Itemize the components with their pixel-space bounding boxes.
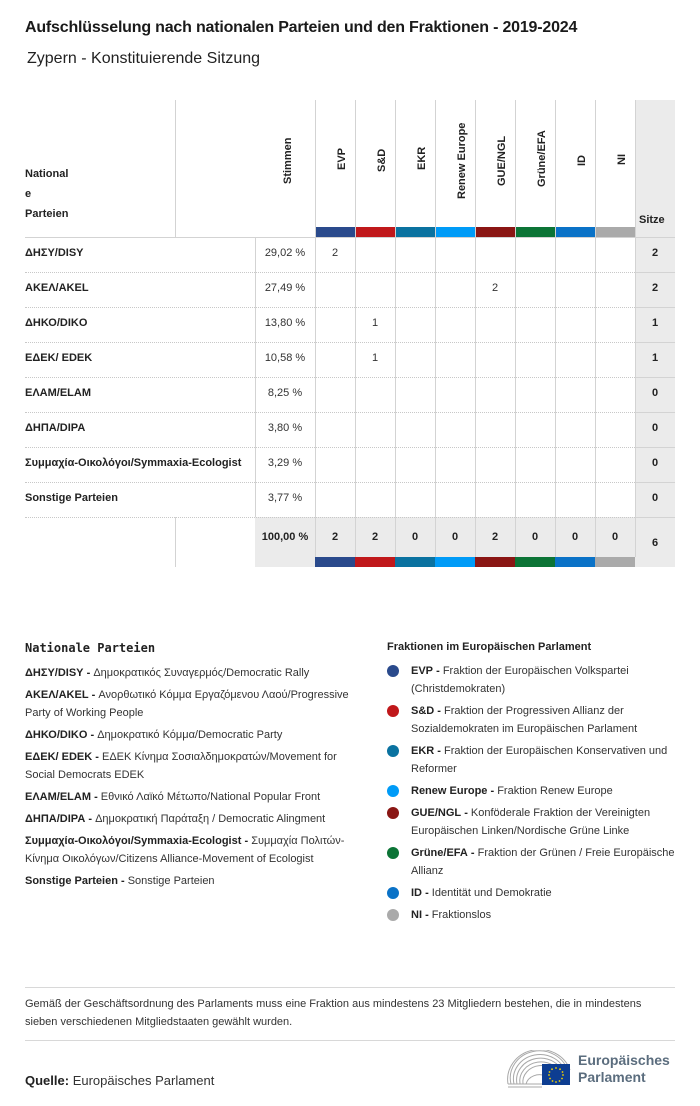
group-header-sd: S&D xyxy=(376,148,388,172)
total-ekr: 0 xyxy=(411,531,419,543)
footnote: Gemäß der Geschäftsordnung des Parlaments muss eine Fraktion aus mindestens 23 Mitgliedern bestehen, die in mindestens sieben verschiedenen Mitgliedstaaten gewählt wurden. xyxy=(25,998,642,1028)
legend-item: Συμμαχία-Οικολόγοι/Symmaxia-Ecologist - Συμμαχία Πολιτών-Κίνημα Οικολόγων/Citizens Alliance-Movement of Ecologist xyxy=(25,835,345,865)
source-line: Quelle: Europäisches Parlament xyxy=(25,1073,215,1088)
color-dot-icon xyxy=(387,705,399,717)
seat-cell-gue-ngl: 2 xyxy=(491,282,499,294)
vote-share: 10,58 % xyxy=(264,352,306,364)
total-seats: 1 xyxy=(651,352,659,364)
party-name: ΕΛΑΜ/ELAM xyxy=(25,387,91,399)
color-dot-icon xyxy=(387,847,399,859)
logo-wordmark: Europäisches Parlament xyxy=(578,1052,670,1085)
group-header-gue-ngl: GUE/NGL xyxy=(496,135,508,186)
group-header-id: ID xyxy=(576,155,588,166)
total-seats: 0 xyxy=(651,492,659,504)
group-header-ni: NI xyxy=(616,154,628,165)
table-row xyxy=(25,482,675,517)
results-table xyxy=(25,100,675,570)
party-name: ΑΚΕΛ/AKEL xyxy=(25,282,89,294)
total-seats-sum: 6 xyxy=(651,537,659,549)
seat-cell-evp: 2 xyxy=(331,247,339,259)
color-dot-icon xyxy=(387,807,399,819)
legend-item: ΕΛΑΜ/ELAM - Εθνικό Λαϊκό Μέτωπο/National Popular Front xyxy=(25,791,321,803)
divider xyxy=(25,987,675,988)
legend-item: ΔΗΠΑ/DIPA - Δημοκρατική Παράταξη / Democratic Alingment xyxy=(25,813,326,825)
color-bar-sd xyxy=(355,227,395,237)
color-dot-icon xyxy=(387,887,399,899)
total-seats: 0 xyxy=(651,422,659,434)
vote-share: 13,80 % xyxy=(264,317,306,329)
color-bar-sd-bottom xyxy=(355,557,395,567)
seat-cell-sd: 1 xyxy=(371,317,379,329)
legend-item-ekr: EKR - Fraktion der Europäischen Konservativen und Reformer xyxy=(387,742,682,778)
total-greens-efa: 0 xyxy=(531,531,539,543)
legend-item-sd: S&D - Fraktion der Progressiven Allianz der Sozialdemokraten im Europäischen Parlament xyxy=(387,702,682,738)
divider xyxy=(25,1040,675,1041)
vote-share: 29,02 % xyxy=(264,247,306,259)
legend-item: ΔΗΣΥ/DISY - Δημοκρατικός Συναγερμός/Democratic Rally xyxy=(25,667,310,679)
total-seats: 1 xyxy=(651,317,659,329)
total-seats: 2 xyxy=(651,282,659,294)
color-bar-greens-efa xyxy=(515,227,555,237)
party-name: Sonstige Parteien xyxy=(25,492,118,504)
party-name: ΔΗΚΟ/DIKO xyxy=(25,317,88,329)
color-bar-id xyxy=(555,227,595,237)
legend-title: Nationale Parteien xyxy=(25,641,156,655)
legend-item: ΔΗΚΟ/DIKO - Δημοκρατικό Κόμμα/Democratic Party xyxy=(25,729,283,741)
color-bar-evp-bottom xyxy=(315,557,355,567)
votes-column-header: Stimmen xyxy=(282,137,294,184)
legend-item-renew: Renew Europe - Fraktion Renew Europe xyxy=(387,782,682,800)
legend-item-greens-efa: Grüne/EFA - Fraktion der Grünen / Freie Europäische Allianz xyxy=(387,844,682,880)
color-bar-ni xyxy=(595,227,635,237)
table-row xyxy=(25,377,675,412)
total-renew: 0 xyxy=(451,531,459,543)
table-row xyxy=(25,237,675,272)
grid-line xyxy=(175,517,176,567)
vote-share: 3,77 % xyxy=(267,492,303,504)
seats-column-header: Sitze xyxy=(639,214,665,226)
party-name: ΕΔΕΚ/ EDEK xyxy=(25,352,93,364)
vote-share: 3,29 % xyxy=(267,457,303,469)
legend-item-gue-ngl: GUE/NGL - Konföderale Fraktion der Vereinigten Europäischen Linken/Nordische Grüne Linke xyxy=(387,804,682,840)
color-dot-icon xyxy=(387,785,399,797)
color-bar-ekr xyxy=(395,227,435,237)
page-title: Aufschlüsselung nach nationalen Parteien und den Fraktionen - 2019-2024 xyxy=(25,19,578,36)
row-divider xyxy=(25,517,635,518)
legend-item: ΕΔΕΚ/ EDEK - ΕΔΕΚ Κίνημα Σοσιαλδημοκρατών/Movement for Social Democrats EDEK xyxy=(25,751,337,781)
legend-item-ni: NI - Fraktionslos xyxy=(387,906,682,924)
total-ni: 0 xyxy=(611,531,619,543)
color-bar-evp xyxy=(315,227,355,237)
color-bar-gue-ngl-bottom xyxy=(475,557,515,567)
total-seats: 0 xyxy=(651,387,659,399)
seat-cell-sd: 1 xyxy=(371,352,379,364)
table-row xyxy=(25,272,675,307)
color-bar-renew xyxy=(435,227,475,237)
total-seats: 0 xyxy=(651,457,659,469)
table-row xyxy=(25,307,675,342)
european-parliament-logo xyxy=(506,1050,676,1090)
color-dot-icon xyxy=(387,665,399,677)
table-row xyxy=(25,447,675,482)
legend-item: ΑΚΕΛ/AKEL - Ανορθωτικό Κόμμα Εργαζόμενου Λαού/Progressive Party of Working People xyxy=(25,689,349,719)
total-id: 0 xyxy=(571,531,579,543)
group-header-renew: Renew Europe xyxy=(456,122,468,199)
color-bar-ekr-bottom xyxy=(395,557,435,567)
row-divider xyxy=(635,517,675,518)
party-name: ΔΗΣΥ/DISY xyxy=(25,247,84,259)
party-name: Συμμαχία-Οικολόγοι/Symmaxia-Ecologist xyxy=(25,457,242,469)
legend-item: Sonstige Parteien - Sonstige Parteien xyxy=(25,875,215,887)
vote-share: 3,80 % xyxy=(267,422,303,434)
total-evp: 2 xyxy=(331,531,339,543)
color-bar-renew-bottom xyxy=(435,557,475,567)
political-groups-legend xyxy=(387,641,682,928)
vote-share: 27,49 % xyxy=(264,282,306,294)
total-seats: 2 xyxy=(651,247,659,259)
color-dot-icon xyxy=(387,745,399,757)
total-sd: 2 xyxy=(371,531,379,543)
table-row xyxy=(25,412,675,447)
hemicycle-flag-icon xyxy=(506,1050,574,1090)
total-votes: 100,00 % xyxy=(261,531,309,543)
color-bar-ni-bottom xyxy=(595,557,635,567)
color-bar-id-bottom xyxy=(555,557,595,567)
group-header-ekr: EKR xyxy=(416,146,428,170)
color-bar-gue-ngl xyxy=(475,227,515,237)
legend-item-id: ID - Identität und Demokratie xyxy=(387,884,682,902)
group-header-greens-efa: Grüne/EFA xyxy=(536,130,548,187)
total-gue-ngl: 2 xyxy=(491,531,499,543)
party-column-header: National e Parteien xyxy=(25,168,69,220)
page-subtitle: Zypern - Konstituierende Sitzung xyxy=(27,50,261,67)
color-bar-greens-efa-bottom xyxy=(515,557,555,567)
grid-line xyxy=(175,100,176,237)
national-parties-legend xyxy=(25,641,365,894)
table-row xyxy=(25,342,675,377)
vote-share: 8,25 % xyxy=(267,387,303,399)
group-header-evp: EVP xyxy=(336,147,348,170)
legend-title: Fraktionen im Europäischen Parlament xyxy=(387,641,592,653)
legend-item-evp: EVP - Fraktion der Europäischen Volkspartei (Christdemokraten) xyxy=(387,662,682,698)
party-name: ΔΗΠΑ/DIPA xyxy=(25,422,86,434)
color-dot-icon xyxy=(387,909,399,921)
